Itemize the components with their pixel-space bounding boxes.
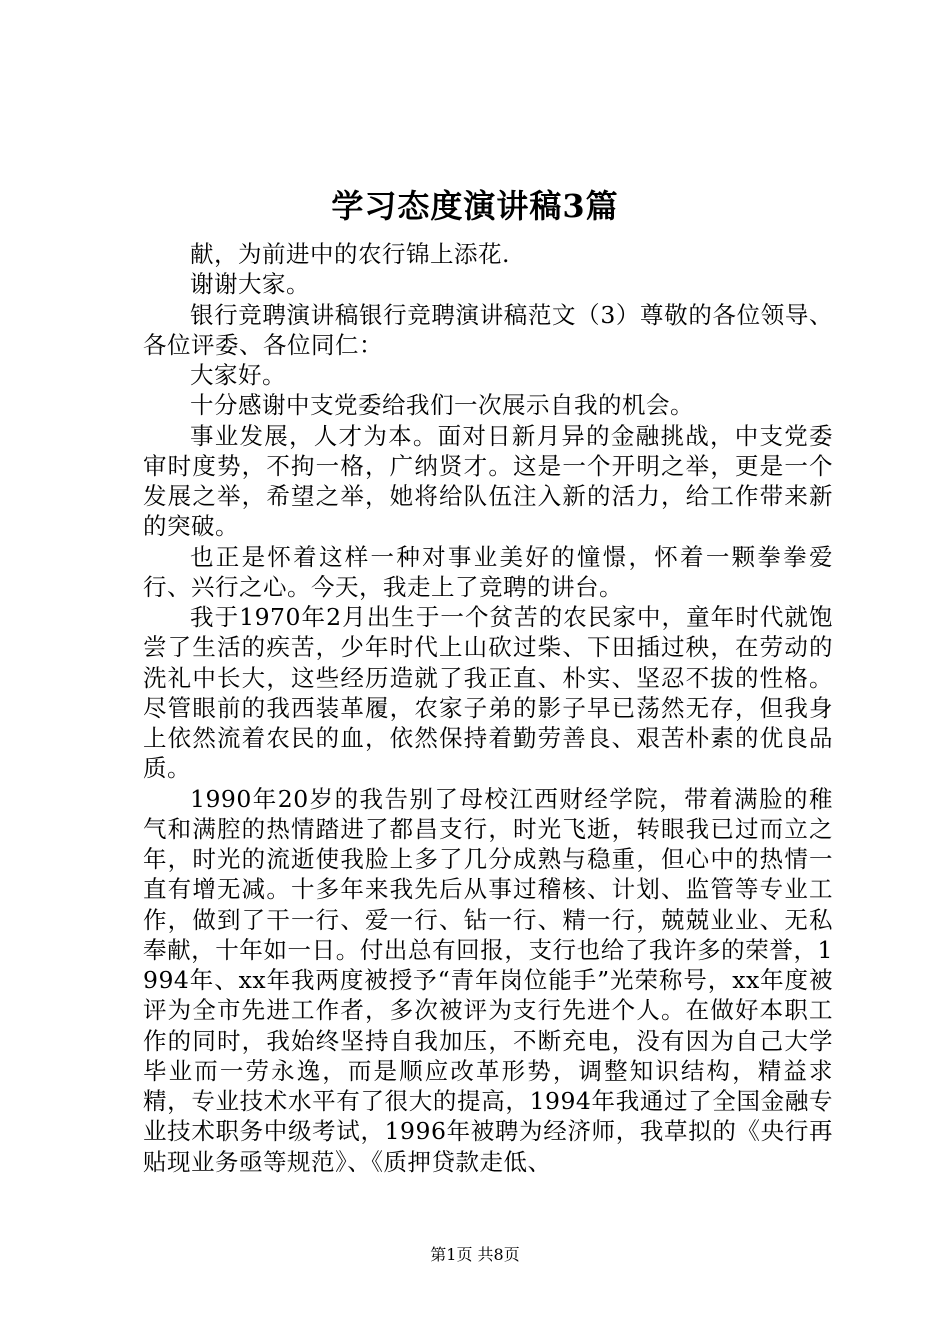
page-number-footer: 第1页 共8页: [430, 1245, 520, 1264]
paragraph: 银行竞聘演讲稿银行竞聘演讲稿范文（3）尊敬的各位领导、各位评委、各位同仁：: [143, 300, 833, 359]
document-title: 学习态度演讲稿3篇: [331, 187, 619, 225]
paragraph: 1990年20岁的我告别了母校江西财经学院，带着满脸的稚气和满腔的热情踏进了都昌支行，时光飞逝，转眼我已过而立之年，时光的流逝使我脸上多了几分成熟与稳重，但心中的热情一直有增无减。十多年来我先后从事过稽核、计划、监管等专业工作，做到了干一行、爱一行、钻一行、精一行，兢兢业业、无私奉献，十年如一日。付出总有回报，支行也给了我许多的荣誉，1994年、xx年我两度被授予“青年岗位能手”光荣称号，xx年度被评为全市先进工作者，多次被评为支行先进个人。在做好本职工作的同时，我始终坚持自我加压，不断充电，没有因为自己大学毕业而一劳永逸，而是顺应改革形势，调整知识结构，精益求精，专业技术水平有了很大的提高，1994年我通过了全国金融专业技术职务中级考试，1996年被聘为经济师，我草拟的《央行再贴现业务亟等规范》、《质押贷款走低、: [143, 784, 833, 1176]
document-body: [143, 239, 833, 1177]
paragraph: 也正是怀着这样一种对事业美好的憧憬，怀着一颗拳拳爱行、兴行之心。今天，我走上了竞聘的讲台。: [143, 542, 833, 601]
paragraph: 谢谢大家。: [190, 270, 310, 299]
paragraph: 大家好。: [190, 361, 286, 389]
paragraph: 十分感谢中支党委给我们一次展示自我的机会。: [190, 391, 694, 420]
paragraph: 我于1970年2月出生于一个贫苦的农民家中，童年时代就饱尝了生活的疾苦，少年时代上山砍过柴、下田插过秧，在劳动的洗礼中长大，这些经历造就了我正直、朴实、坚忍不拔的性格。尽管眼前的我西装革履，农家子弟的影子早已荡然无存，但我身上依然流着农民的血，依然保持着勤劳善良、艰苦朴素的优良品质。: [143, 603, 833, 783]
paragraph: 事业发展，人才为本。面对日新月异的金融挑战，中支党委审时度势，不拘一格，广纳贤才。这是一个开明之举，更是一个发展之举，希望之举，她将给队伍注入新的活力，给工作带来新的突破。: [143, 421, 833, 541]
paragraph: 献，为前进中的农行锦上添花.: [190, 240, 510, 268]
